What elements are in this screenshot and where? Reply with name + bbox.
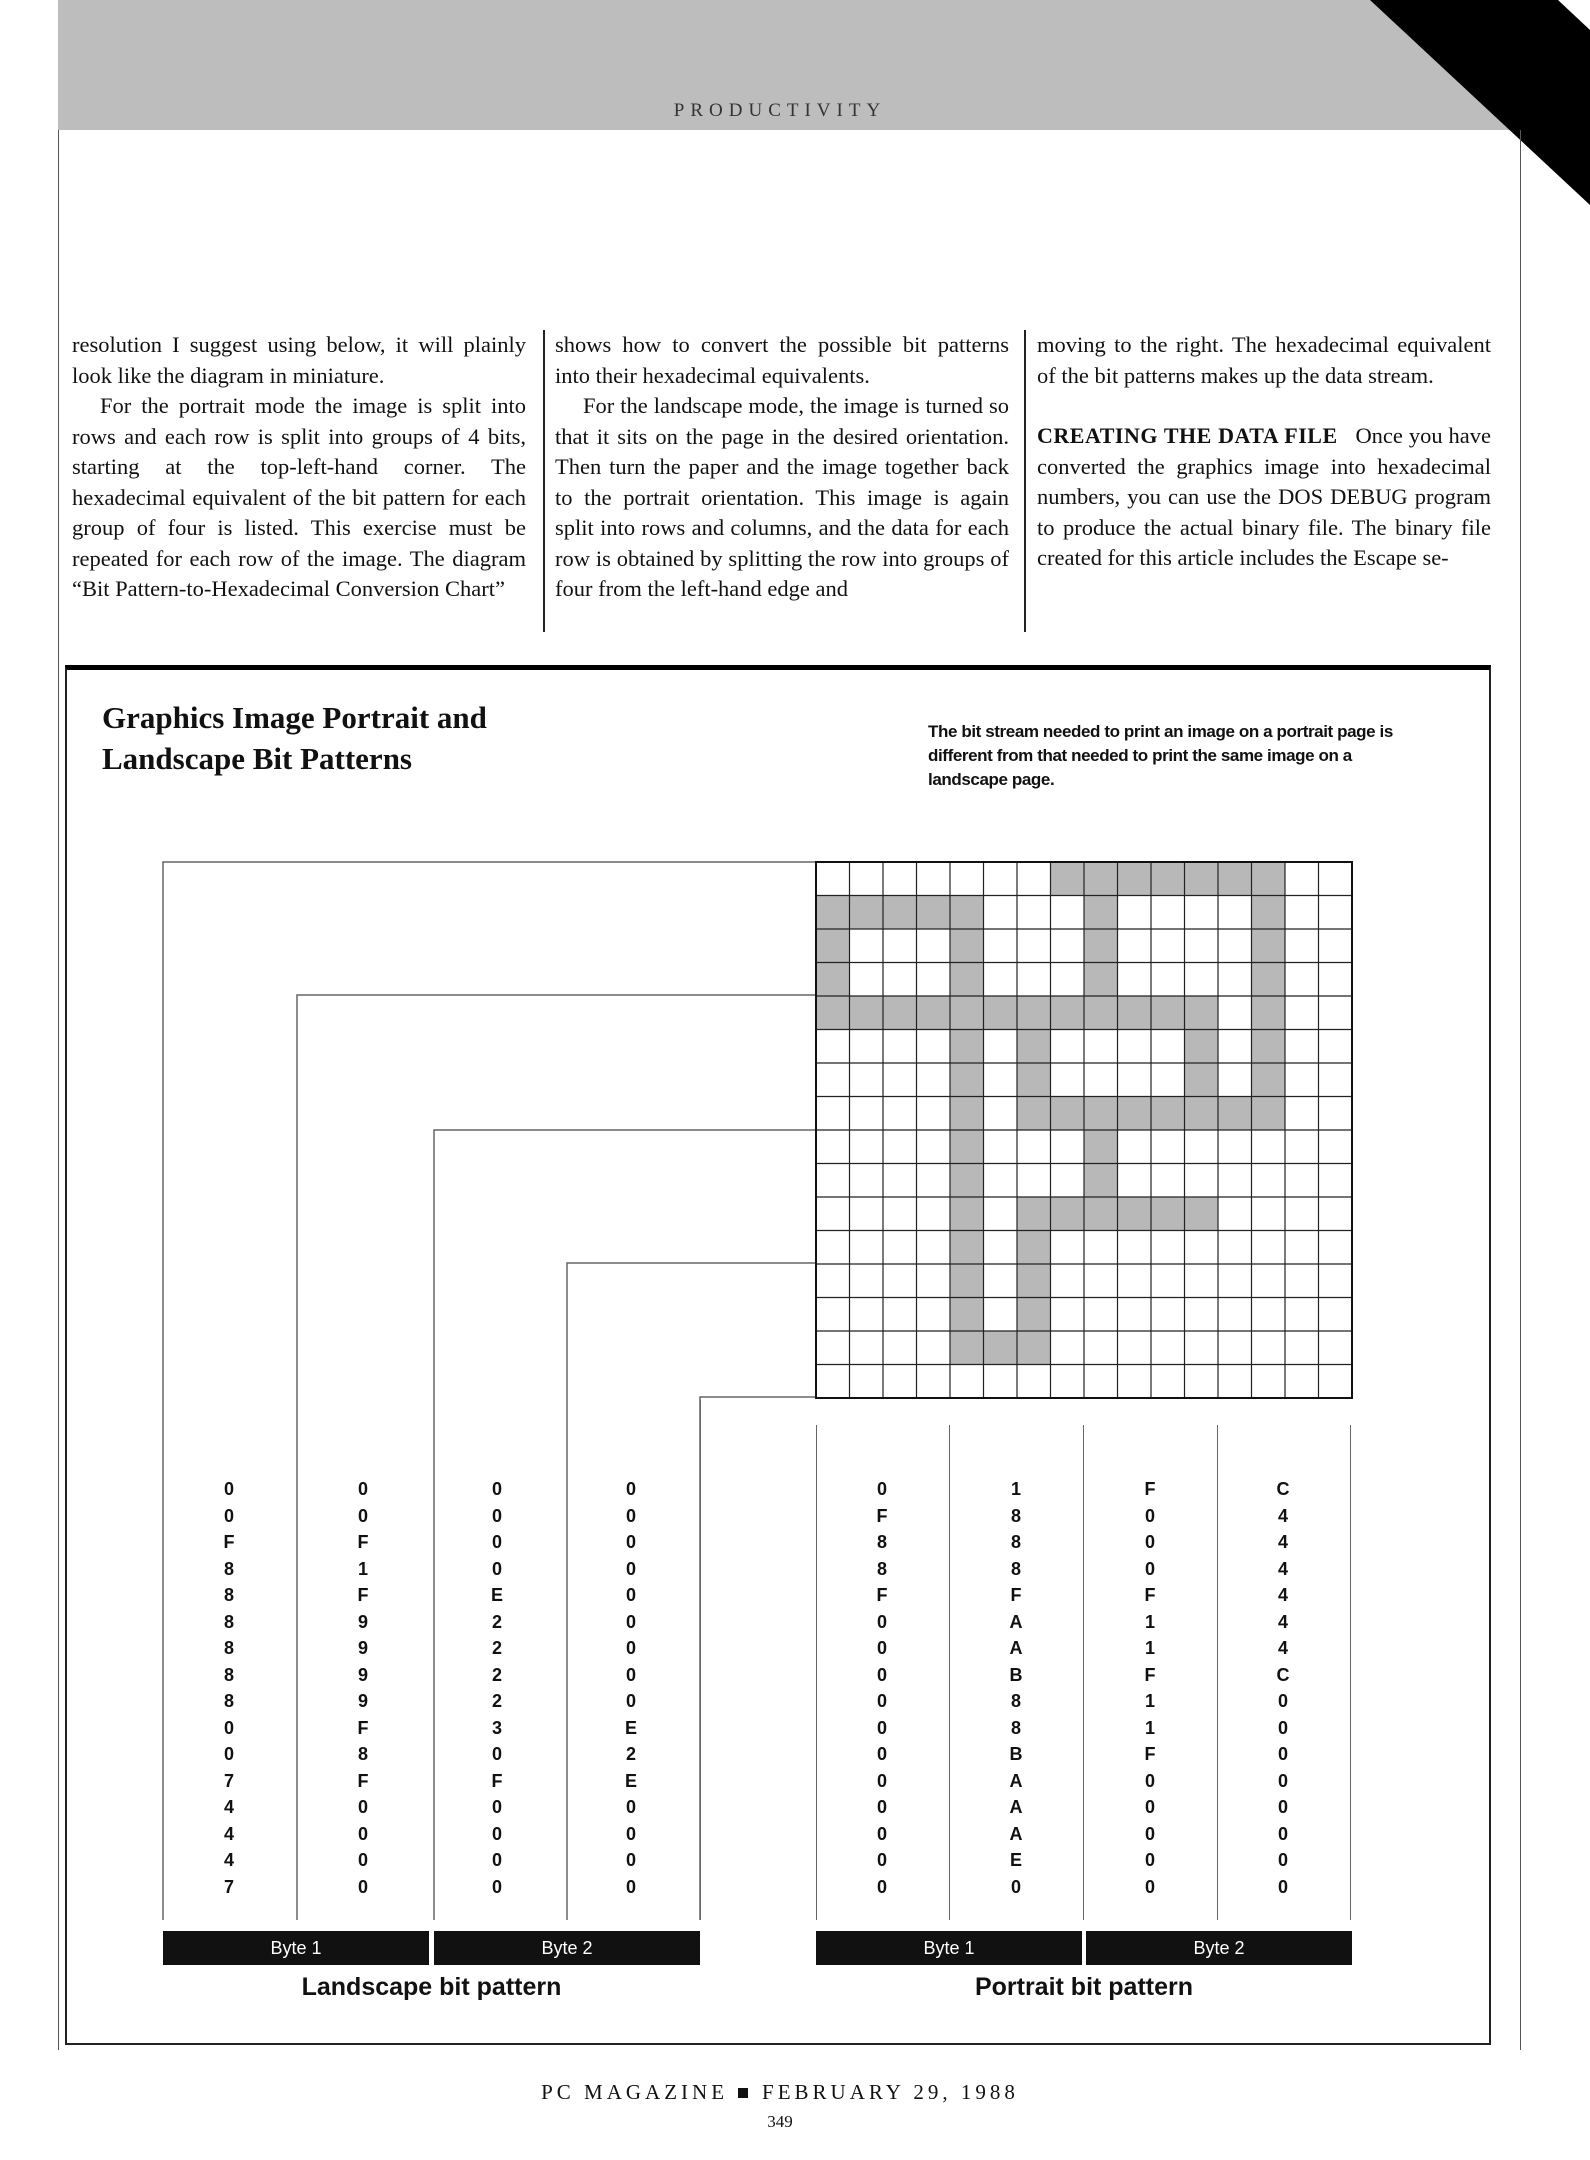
hex-digit: 0: [1144, 1850, 1155, 1870]
hex-digit: 0: [876, 1744, 887, 1764]
hex-digit: F: [357, 1770, 369, 1791]
filled-bit-cell: [1218, 862, 1252, 896]
hex-digit: 8: [223, 1664, 234, 1685]
filled-bit-cell: [1084, 896, 1118, 930]
filled-bit-cell: [1118, 996, 1152, 1030]
filled-bit-cell: [950, 963, 984, 997]
hex-digit: 4: [1277, 1558, 1288, 1579]
leader-line: [297, 995, 816, 1920]
hex-digit: E: [1009, 1850, 1022, 1870]
leader-line: [567, 1263, 816, 1920]
filled-bit-cell: [1185, 1063, 1219, 1097]
hex-digit: 0: [876, 1611, 887, 1632]
hex-digit: 0: [491, 1479, 502, 1499]
filled-bit-cell: [950, 929, 984, 963]
filled-bit-cell: [950, 1030, 984, 1064]
hex-digit: 0: [876, 1638, 887, 1658]
separator-square: [738, 2088, 748, 2098]
hex-digit: 8: [876, 1532, 887, 1552]
filled-bit-cell: [917, 896, 951, 930]
hex-digit: 0: [625, 1532, 636, 1552]
filled-bit-cell: [1151, 1197, 1185, 1231]
filled-bit-cell: [1017, 996, 1051, 1030]
running-head: PRODUCTIVITY: [673, 100, 887, 121]
hex-digit: 9: [357, 1664, 368, 1685]
hex-digit: 8: [1010, 1505, 1021, 1526]
filled-bit-cell: [1118, 1097, 1152, 1131]
filled-bit-cell: [1252, 1030, 1286, 1064]
hex-digit: 8: [357, 1744, 368, 1764]
hex-digit: 0: [491, 1876, 502, 1897]
hex-digit: 8: [223, 1585, 234, 1605]
portrait-label: Portrait bit pattern: [974, 1973, 1194, 2001]
filled-bit-cell: [1185, 862, 1219, 896]
filled-bit-cell: [883, 896, 917, 930]
filled-bit-cell: [1017, 1264, 1051, 1298]
hex-digit: 8: [223, 1638, 234, 1658]
hex-digit: E: [624, 1770, 637, 1791]
hex-digit: 0: [1144, 1770, 1155, 1791]
filled-bit-cell: [1185, 1097, 1219, 1131]
hex-digit: 2: [491, 1664, 502, 1685]
hex-digit: 0: [876, 1664, 887, 1685]
hex-digit: 0: [357, 1850, 368, 1870]
hex-digit: 8: [876, 1558, 887, 1579]
hex-digit: F: [1010, 1585, 1022, 1605]
filled-bit-cell: [1017, 1298, 1051, 1332]
filled-bit-cell: [850, 996, 884, 1030]
hex-digit: 8: [1010, 1717, 1021, 1738]
hex-digit: B: [1009, 1744, 1023, 1764]
filled-bit-cell: [816, 963, 850, 997]
hex-digit: 2: [625, 1744, 636, 1764]
filled-bit-cell: [1151, 1097, 1185, 1131]
hex-digit: 0: [876, 1876, 887, 1897]
hex-digit: 0: [625, 1585, 636, 1605]
filled-bit-cell: [816, 996, 850, 1030]
hex-digit: 0: [357, 1823, 368, 1844]
filled-bit-cell: [1051, 1097, 1085, 1131]
filled-bit-cell: [950, 1130, 984, 1164]
hex-digit: 0: [1277, 1823, 1288, 1844]
hex-digit: 2: [491, 1638, 502, 1658]
paragraph-text: Once you have converted the graphics image into hexadecimal numbers, you can use the DOS DEBUG program to produce the actual binary file. The binary file created for this article includes the Escape se-: [1037, 423, 1491, 570]
hex-digit: 9: [357, 1691, 368, 1711]
paragraph: moving to the right. The hexadecimal equivalent of the bit patterns makes up the data stream.: [1037, 332, 1491, 388]
hex-digit: F: [357, 1532, 369, 1552]
filled-bit-cell: [1051, 862, 1085, 896]
hex-digit: A: [1009, 1823, 1023, 1844]
landscape-byte2-bar: Byte 2: [434, 1931, 700, 1965]
filled-bit-cell: [950, 1298, 984, 1332]
filled-bit-cell: [950, 1097, 984, 1131]
landscape-hex-column: [621, 1476, 641, 1900]
hex-digit: 0: [876, 1770, 887, 1791]
hex-digit: 9: [357, 1638, 368, 1658]
paragraph: For the portrait mode the image is split into rows and each row is split into groups of 4 bits, starting at the top-left-hand corner. The hexadecimal equivalent of the bit pattern for each group of four is listed. This exercise must be repeated for each row of the image. The diagram “Bit Pattern-to-Hexadecimal Conversion Chart”: [72, 393, 526, 601]
page-number: 349: [767, 2112, 793, 2131]
filled-bit-cell: [1185, 996, 1219, 1030]
hex-digit: 0: [876, 1850, 887, 1870]
filled-bit-cell: [1051, 996, 1085, 1030]
hex-digit: 4: [1277, 1505, 1288, 1526]
figure-title-line: Landscape Bit Patterns: [102, 741, 412, 776]
paragraph: For the landscape mode, the image is turned so that it sits on the page in the desired orientation. Then turn the paper and the image together back to the portrait orientation. This image is again split into rows and columns, and the data for each row is obtained by splitting the row into groups of four from the left-hand edge and: [555, 393, 1009, 601]
hex-digit: 0: [223, 1479, 234, 1499]
filled-bit-cell: [1252, 1097, 1286, 1131]
filled-bit-cell: [1118, 862, 1152, 896]
filled-bit-cell: [1084, 929, 1118, 963]
hex-digit: 0: [876, 1823, 887, 1844]
portrait-hex-column: [1006, 1476, 1026, 1900]
issue-date: FEBRUARY 29, 1988: [762, 2080, 1019, 2104]
hex-digit: E: [624, 1717, 637, 1738]
hex-digit: 0: [876, 1717, 887, 1738]
hex-digit: 0: [223, 1744, 234, 1764]
landscape-hex-column: [353, 1476, 373, 1900]
hex-digit: 0: [625, 1611, 636, 1632]
hex-digit: F: [491, 1770, 503, 1791]
filled-bit-cell: [1017, 1063, 1051, 1097]
hex-digit: F: [1144, 1585, 1156, 1605]
hex-digit: 4: [1277, 1638, 1288, 1658]
filled-bit-cell: [1185, 1030, 1219, 1064]
filled-bit-cell: [950, 896, 984, 930]
magazine-name: PC MAGAZINE: [541, 2080, 729, 2104]
hex-digit: 2: [491, 1611, 502, 1632]
hex-digit: 0: [491, 1744, 502, 1764]
hex-digit: 4: [1277, 1585, 1288, 1605]
hex-digit: 8: [1010, 1532, 1021, 1552]
column-divider: [949, 1425, 950, 1920]
hex-digit: B: [1009, 1664, 1023, 1685]
hex-digit: 0: [625, 1691, 636, 1711]
filled-bit-cell: [816, 929, 850, 963]
hex-digit: 0: [1277, 1770, 1288, 1791]
filled-bit-cell: [1084, 1097, 1118, 1131]
hex-digit: 4: [223, 1823, 234, 1844]
filled-bit-cell: [1051, 1197, 1085, 1231]
leader-line: [700, 1397, 816, 1920]
filled-bit-cell: [1218, 1097, 1252, 1131]
portrait-byte2-bar: Byte 2: [1086, 1931, 1352, 1965]
filled-bit-cell: [1151, 996, 1185, 1030]
filled-bit-cell: [1017, 1331, 1051, 1365]
figure-caption: The bit stream needed to print an image on a portrait page is different from that needed to print the same image on a landscape page.: [928, 722, 1393, 789]
hex-digit: 0: [1277, 1691, 1288, 1711]
column-divider: [816, 1425, 817, 1920]
hex-digit: 0: [625, 1479, 636, 1499]
hex-digit: 8: [223, 1611, 234, 1632]
hex-digit: F: [223, 1532, 235, 1552]
hex-digit: A: [1009, 1770, 1023, 1791]
filled-bit-cell: [1017, 1231, 1051, 1265]
filled-bit-cell: [1084, 963, 1118, 997]
hex-digit: 0: [1277, 1797, 1288, 1817]
filled-bit-cell: [950, 1264, 984, 1298]
hex-digit: 4: [223, 1850, 234, 1870]
hex-digit: 1: [1144, 1717, 1155, 1738]
portrait-hex-column: [872, 1476, 892, 1900]
filled-bit-cell: [950, 1164, 984, 1198]
hex-digit: F: [1144, 1664, 1156, 1685]
hex-digit: 0: [357, 1797, 368, 1817]
hex-digit: 0: [625, 1876, 636, 1897]
filled-bit-cell: [1252, 929, 1286, 963]
hex-digit: 0: [625, 1823, 636, 1844]
hex-digit: 0: [1144, 1797, 1155, 1817]
filled-bit-cell: [1252, 996, 1286, 1030]
figure-title-line: Graphics Image Portrait and: [102, 700, 487, 735]
hex-digit: 0: [491, 1558, 502, 1579]
hex-digit: 0: [491, 1505, 502, 1526]
filled-bit-cell: [1185, 1197, 1219, 1231]
hex-digit: 0: [876, 1691, 887, 1711]
filled-bit-cell: [1084, 862, 1118, 896]
hex-digit: 0: [357, 1479, 368, 1499]
hex-digit: 7: [223, 1876, 234, 1897]
hex-digit: 0: [223, 1505, 234, 1526]
filled-bit-cell: [883, 996, 917, 1030]
filled-bit-cell: [950, 1231, 984, 1265]
landscape-hex-column: [487, 1476, 507, 1900]
hex-digit: 8: [223, 1691, 234, 1711]
hex-digit: 0: [491, 1823, 502, 1844]
paragraph: resolution I suggest using below, it will plainly look like the diagram in miniature.: [72, 332, 526, 388]
hex-digit: 0: [1144, 1532, 1155, 1552]
hex-digit: 9: [357, 1611, 368, 1632]
hex-digit: 0: [491, 1532, 502, 1552]
hex-digit: 3: [491, 1717, 502, 1738]
hex-digit: 0: [491, 1850, 502, 1870]
hex-digit: 0: [1277, 1744, 1288, 1764]
hex-digit: 0: [1277, 1876, 1288, 1897]
hex-digit: 1: [1144, 1611, 1155, 1632]
hex-digit: 1: [357, 1558, 368, 1579]
portrait-byte1-bar: Byte 1: [816, 1931, 1082, 1965]
filled-bit-cell: [1084, 1164, 1118, 1198]
filled-bit-cell: [1017, 1197, 1051, 1231]
hex-digit: E: [490, 1585, 503, 1605]
hex-digit: 0: [625, 1850, 636, 1870]
filled-bit-cell: [1252, 1063, 1286, 1097]
hex-digit: 0: [625, 1558, 636, 1579]
hex-digit: 2: [491, 1691, 502, 1711]
filled-bit-cell: [984, 996, 1018, 1030]
filled-bit-cell: [950, 1197, 984, 1231]
hex-digit: C: [1276, 1479, 1290, 1499]
hex-digit: 1: [1144, 1638, 1155, 1658]
filled-bit-cell: [1252, 862, 1286, 896]
portrait-hex-column: [1273, 1476, 1293, 1900]
filled-bit-cell: [984, 1331, 1018, 1365]
landscape-byte1-bar: Byte 1: [163, 1931, 429, 1965]
hex-digit: 0: [357, 1876, 368, 1897]
hex-digit: C: [1276, 1664, 1290, 1685]
filled-bit-cell: [1017, 1097, 1051, 1131]
hex-digit: F: [357, 1717, 369, 1738]
hex-digit: F: [1144, 1479, 1156, 1499]
filled-bit-cell: [950, 1331, 984, 1365]
hex-digit: 8: [1010, 1558, 1021, 1579]
filled-bit-cell: [917, 996, 951, 1030]
hex-digit: 0: [223, 1717, 234, 1738]
footer: [0, 2080, 1560, 2105]
filled-bit-cell: [1084, 1197, 1118, 1231]
column-divider: [1083, 1425, 1084, 1920]
landscape-label: Landscape bit pattern: [301, 1973, 562, 2001]
column-divider: [1217, 1425, 1218, 1920]
filled-bit-cell: [1118, 1197, 1152, 1231]
filled-bit-cell: [1017, 1030, 1051, 1064]
hex-digit: 0: [1144, 1505, 1155, 1526]
hex-digit: 7: [223, 1770, 234, 1791]
column-divider: [700, 1400, 701, 1920]
hex-digit: F: [1144, 1744, 1156, 1764]
portrait-hex-column: [1140, 1476, 1160, 1900]
hex-digit: 0: [1144, 1558, 1155, 1579]
hex-digit: 0: [1277, 1850, 1288, 1870]
hex-digit: 0: [1277, 1717, 1288, 1738]
filled-bit-cell: [816, 896, 850, 930]
hex-digit: 0: [625, 1664, 636, 1685]
hex-digit: 1: [1144, 1691, 1155, 1711]
hex-digit: 8: [223, 1558, 234, 1579]
hex-digit: 0: [625, 1505, 636, 1526]
hex-digit: 0: [357, 1505, 368, 1526]
filled-bit-cell: [950, 1063, 984, 1097]
hex-digit: 0: [1144, 1823, 1155, 1844]
paragraph: shows how to convert the possible bit patterns into their hexadecimal equivalents.: [555, 332, 1009, 388]
hex-digit: A: [1009, 1611, 1023, 1632]
hex-digit: 1: [1010, 1479, 1021, 1499]
filled-bit-cell: [850, 896, 884, 930]
hex-digit: 4: [223, 1797, 234, 1817]
hex-digit: 0: [876, 1479, 887, 1499]
hex-digit: 0: [876, 1797, 887, 1817]
filled-bit-cell: [1084, 1130, 1118, 1164]
hex-digit: 4: [1277, 1532, 1288, 1552]
filled-bit-cell: [1252, 896, 1286, 930]
hex-digit: 0: [1144, 1876, 1155, 1897]
hex-digit: F: [876, 1505, 888, 1526]
hex-digit: 0: [491, 1797, 502, 1817]
filled-bit-cell: [1151, 862, 1185, 896]
hex-digit: F: [876, 1585, 888, 1605]
hex-digit: A: [1009, 1638, 1023, 1658]
hex-digit: A: [1009, 1797, 1023, 1817]
hex-digit: 0: [625, 1638, 636, 1658]
hex-digit: F: [357, 1585, 369, 1605]
subhead: CREATING THE DATA FILE: [1037, 423, 1338, 448]
filled-bit-cell: [1252, 963, 1286, 997]
landscape-hex-column: [219, 1476, 239, 1900]
filled-bit-cell: [950, 996, 984, 1030]
column-divider: [1350, 1425, 1351, 1920]
filled-bit-cell: [1084, 996, 1118, 1030]
hex-digit: 4: [1277, 1611, 1288, 1632]
hex-digit: 0: [625, 1797, 636, 1817]
hex-digit: 8: [1010, 1691, 1021, 1711]
hex-digit: 0: [1010, 1876, 1021, 1897]
